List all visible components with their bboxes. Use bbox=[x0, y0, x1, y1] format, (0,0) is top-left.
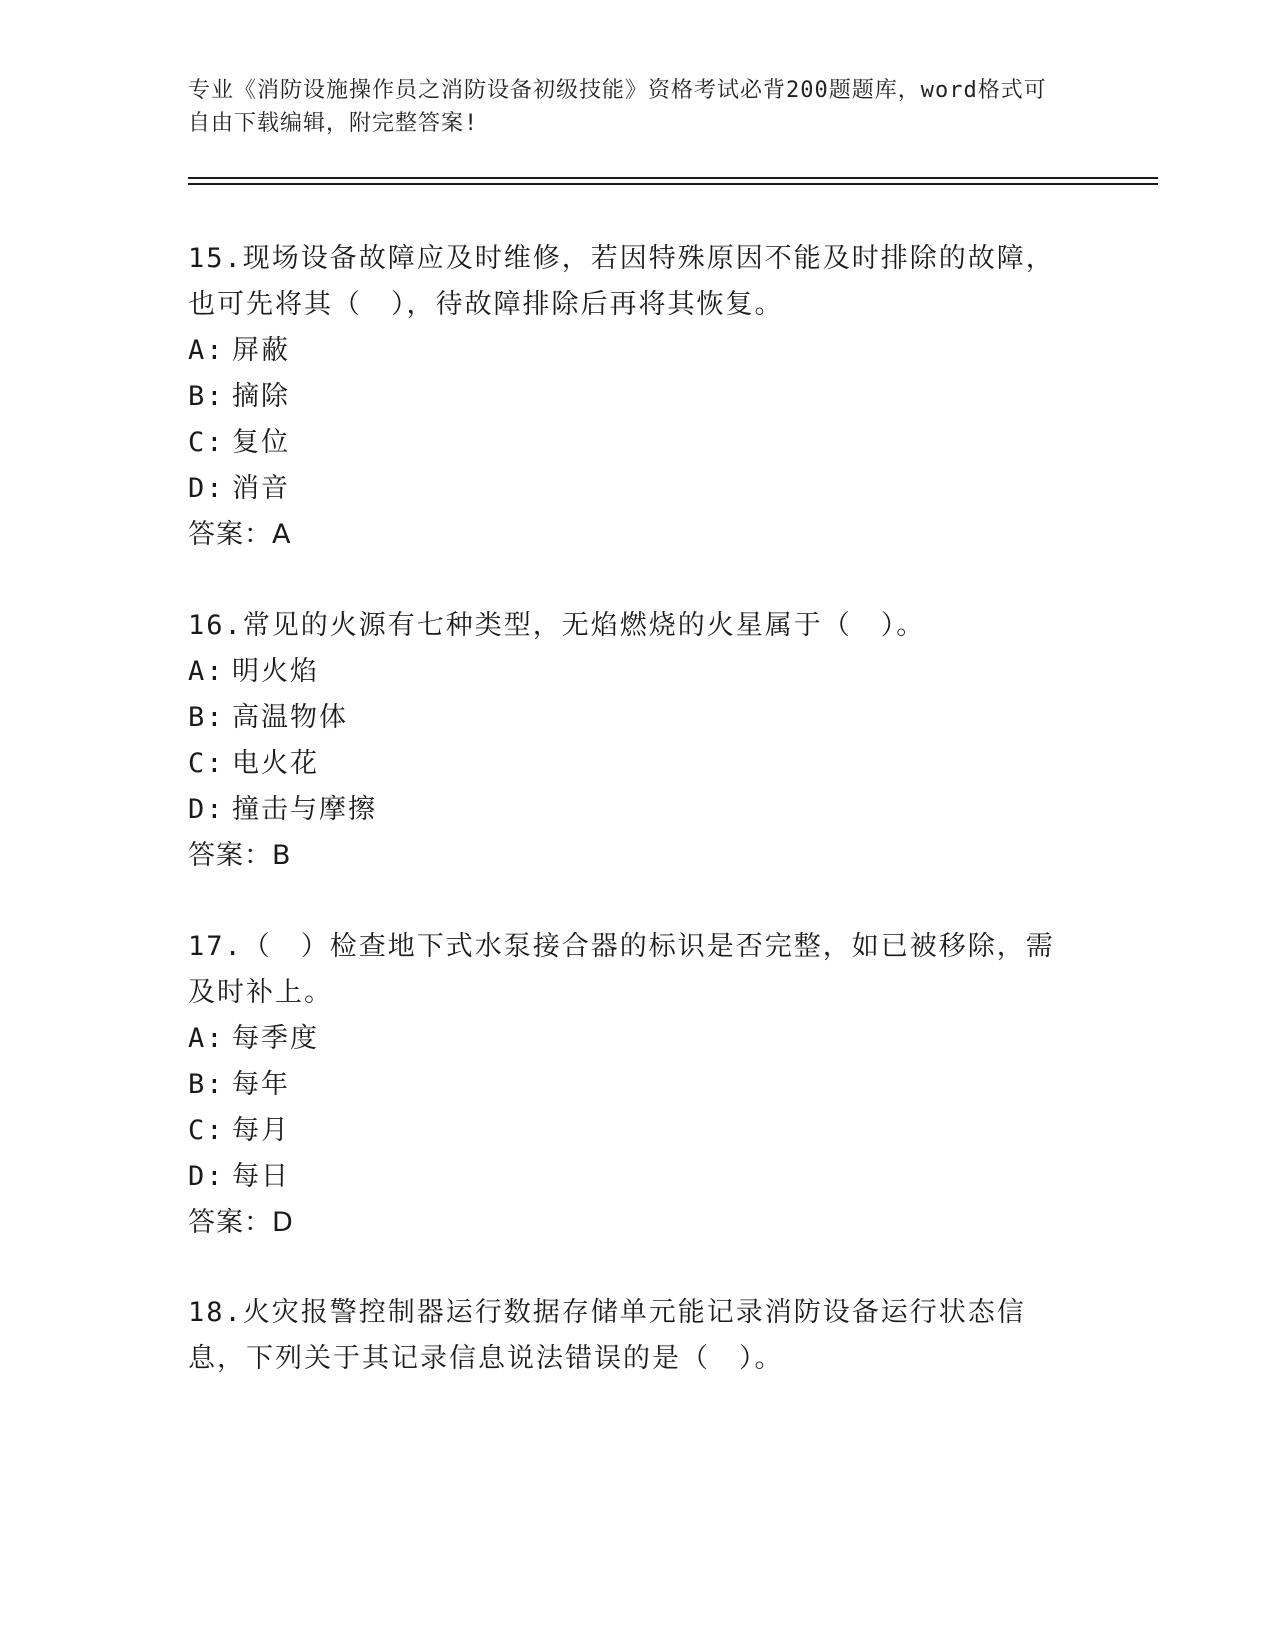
option-b bbox=[188, 1062, 1078, 1108]
option-letter: B: bbox=[188, 1069, 225, 1100]
question-15 bbox=[188, 236, 1078, 558]
option-text: 摘除 bbox=[232, 381, 290, 412]
option-letter: D: bbox=[188, 1161, 225, 1192]
question-stem: 17.（ ）检查地下式水泵接合器的标识是否完整，如已被移除，需及时补上。 bbox=[188, 931, 1055, 1008]
option-text: 每日 bbox=[232, 1161, 290, 1192]
question-stem: 15.现场设备故障应及时维修，若因特殊原因不能及时排除的故障，也可先将其（ ），待故障排除后再将其恢复。 bbox=[188, 243, 1055, 320]
answer-line: 答案：B bbox=[188, 840, 292, 871]
option-text: 复位 bbox=[232, 427, 290, 458]
option-c bbox=[188, 741, 1078, 787]
question-18 bbox=[188, 1290, 1078, 1382]
question-17 bbox=[188, 924, 1078, 1246]
option-b bbox=[188, 374, 1078, 420]
option-text: 电火花 bbox=[232, 748, 319, 779]
document-header: 专业《消防设施操作员之消防设备初级技能》资格考试必背200题题库，word格式可自由下载编辑，附完整答案! bbox=[188, 78, 1047, 136]
header-divider-top bbox=[188, 177, 1158, 179]
option-text: 每年 bbox=[232, 1069, 290, 1100]
option-letter: B: bbox=[188, 702, 225, 733]
option-a bbox=[188, 1016, 1078, 1062]
option-c bbox=[188, 420, 1078, 466]
option-letter: B: bbox=[188, 381, 225, 412]
question-16 bbox=[188, 603, 1078, 879]
option-text: 每季度 bbox=[232, 1023, 319, 1054]
question-stem: 16.常见的火源有七种类型，无焰燃烧的火星属于（ ）。 bbox=[188, 610, 926, 641]
option-letter: C: bbox=[188, 748, 225, 779]
option-text: 撞击与摩擦 bbox=[232, 794, 377, 825]
option-d bbox=[188, 787, 1078, 833]
option-text: 消音 bbox=[232, 473, 290, 504]
option-a bbox=[188, 649, 1078, 695]
option-letter: A: bbox=[188, 1023, 225, 1054]
answer-line: 答案：A bbox=[188, 519, 292, 550]
option-d bbox=[188, 466, 1078, 512]
option-letter: C: bbox=[188, 427, 225, 458]
option-a bbox=[188, 328, 1078, 374]
option-letter: D: bbox=[188, 473, 225, 504]
option-text: 每月 bbox=[232, 1115, 290, 1146]
option-c bbox=[188, 1108, 1078, 1154]
option-letter: A: bbox=[188, 656, 225, 687]
question-stem: 18.火灾报警控制器运行数据存储单元能记录消防设备运行状态信息，下列关于其记录信息说法错误的是（ ）。 bbox=[188, 1297, 1026, 1374]
option-text: 明火焰 bbox=[232, 656, 319, 687]
option-letter: C: bbox=[188, 1115, 225, 1146]
option-d bbox=[188, 1154, 1078, 1200]
option-letter: D: bbox=[188, 794, 225, 825]
answer-line: 答案：D bbox=[188, 1207, 294, 1238]
header-divider-bottom bbox=[188, 183, 1158, 185]
option-letter: A: bbox=[188, 335, 225, 366]
option-text: 高温物体 bbox=[232, 702, 348, 733]
option-b bbox=[188, 695, 1078, 741]
option-text: 屏蔽 bbox=[232, 335, 290, 366]
